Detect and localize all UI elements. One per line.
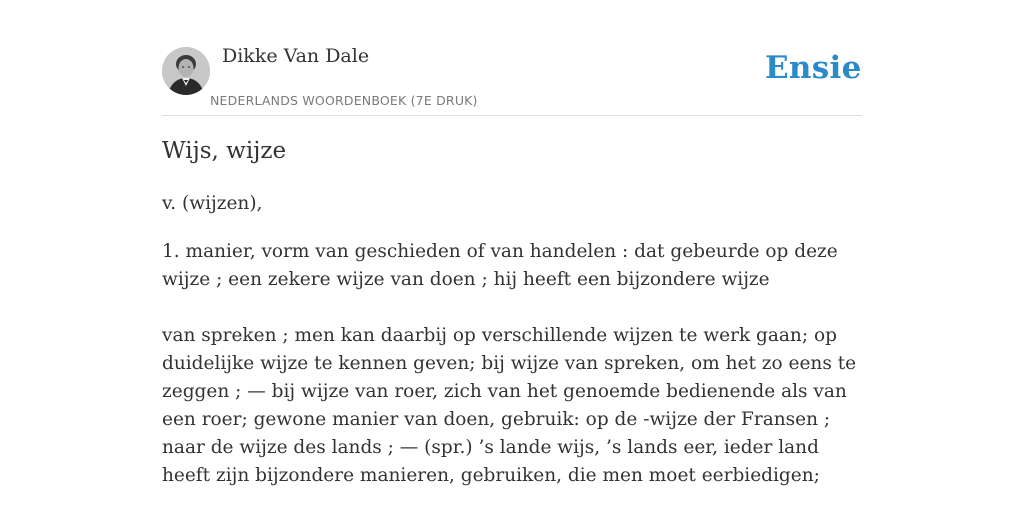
author-avatar[interactable] <box>162 47 210 95</box>
header-divider <box>162 115 862 116</box>
definition-paragraph-2: van spreken ; men kan daarbij op verschillende wijzen te werk gaan; op duidelijke wijze te kennen geven; bij wijze van spreken, om het zo eens te zeggen ; — bij wijze van roer, zich van het genoemde bedienende als van een roer; gewone manier van doen, gebruik: op de -wijze der Fransen ; naar de wijze des lands ; — (spr.) ’s lande wijs, ’s lands eer, ieder land heeft zijn bijzondere manieren, gebruiken, die men moet eerbiedigen; <box>162 325 857 486</box>
portrait-icon <box>162 47 210 95</box>
entry-grammar: v. (wijzen), <box>162 193 263 214</box>
definition-paragraph-1: 1. manier, vorm van geschieden of van handelen : dat gebeurde op deze wijze ; een zekere wijze van doen ; hij heeft een bijzondere wijze <box>162 241 838 290</box>
entry-definition <box>162 238 862 490</box>
ensie-logo-link[interactable]: Ensie <box>765 50 862 86</box>
author-name[interactable]: Dikke Van Dale <box>222 45 370 67</box>
paragraph-gap <box>162 294 862 322</box>
dictionary-source-label[interactable]: NEDERLANDS WOORDENBOEK (7E DRUK) <box>210 93 478 108</box>
entry-title: Wijs, wijze <box>162 138 287 164</box>
